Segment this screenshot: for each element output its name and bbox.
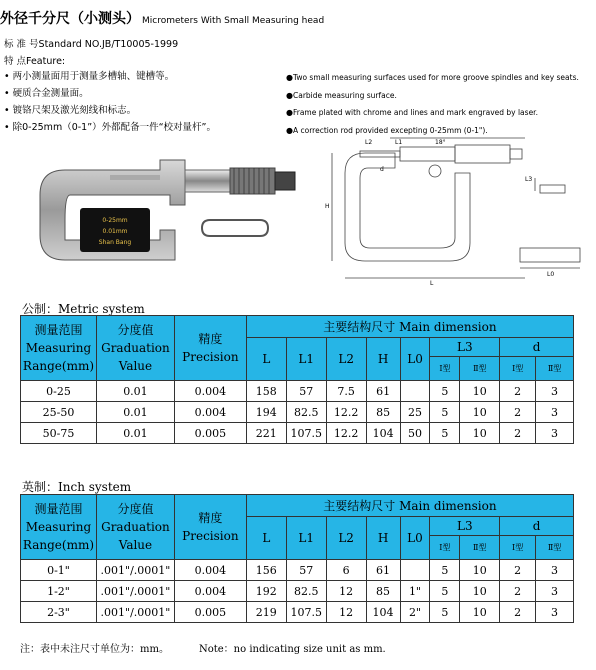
table-cell: 158 <box>246 381 286 402</box>
header-type-2: Ⅱ型 <box>460 357 500 381</box>
table-cell: 107.5 <box>286 602 326 623</box>
standard-label: 标 准 号Standard NO. <box>4 39 102 50</box>
footnote-cn: 注：表中未注尺寸单位为：mm。 <box>20 644 169 655</box>
table-cell: .001"/.0001" <box>96 560 174 581</box>
table-row <box>21 581 574 602</box>
table-cell: 82.5 <box>286 402 326 423</box>
plate-grad-text: 0.01mm <box>102 228 128 235</box>
table-cell: 7.5 <box>326 381 366 402</box>
table-cell <box>400 560 430 581</box>
header-l2: L2 <box>326 338 366 381</box>
header-main-dimension: 主要结构尺寸 Main dimension <box>246 495 573 517</box>
header-prec-cn: 精度 <box>198 332 223 346</box>
table-cell: 3 <box>536 581 574 602</box>
header-l1: L1 <box>286 517 326 560</box>
table-row <box>21 402 574 423</box>
header-type-1: Ⅰ型 <box>430 536 460 560</box>
feature-cn-text: 除0-25mm（0-1”）外都配备一件“校对量杆”。 <box>12 122 216 133</box>
header-l2: L2 <box>326 517 366 560</box>
feature-cn-item: • 除0-25mm（0-1”）外都配备一件“校对量杆”。 <box>4 122 216 133</box>
table-cell: 3 <box>536 402 574 423</box>
table-cell: 0.004 <box>174 381 246 402</box>
table-cell: 194 <box>246 402 286 423</box>
table-cell: 5 <box>430 581 460 602</box>
table-cell: 0-25 <box>21 381 97 402</box>
table-cell: 3 <box>536 423 574 444</box>
header-range-en1: Measuring <box>25 341 92 355</box>
table-row <box>21 423 574 444</box>
table-cell: 2 <box>500 560 536 581</box>
header-type-1: Ⅰ型 <box>500 357 536 381</box>
drawing-label-l2: L2 <box>365 139 373 146</box>
header-h: H <box>366 338 400 381</box>
drawing-label-d: d <box>380 166 384 173</box>
table-cell: 25 <box>400 402 430 423</box>
table-cell: 61 <box>366 560 400 581</box>
table-cell: 0.01 <box>96 423 174 444</box>
header-prec-en: Precision <box>182 350 239 364</box>
feature-en-text: Frame plated with chrome and lines and mark engraved by laser. <box>292 108 538 117</box>
header-d: d <box>500 517 574 536</box>
feature-en-item: ●A correction rod provided excepting 0-25mm (0-1"). <box>286 125 488 135</box>
inch-table <box>20 494 574 623</box>
header-grad-en1: Graduation <box>101 520 170 534</box>
header-range-en2: Range(mm) <box>22 359 95 373</box>
header-type-2: Ⅱ型 <box>536 357 574 381</box>
header-l: L <box>246 517 286 560</box>
metric-table <box>20 315 574 444</box>
table-cell: 5 <box>430 402 460 423</box>
table-cell: 85 <box>366 402 400 423</box>
table-cell: 3 <box>536 560 574 581</box>
feature-cn-text: 镀铬尺架及激光刻线和标志。 <box>12 105 137 116</box>
table-cell: 0.01 <box>96 402 174 423</box>
header-range-en1: Measuring <box>25 520 92 534</box>
table-cell: 0.005 <box>174 602 246 623</box>
table-cell: 50-75 <box>21 423 97 444</box>
drawing-label-l: L <box>430 280 434 287</box>
header-prec-cn: 精度 <box>198 511 223 525</box>
standard-value: JB/T10005-1999 <box>102 39 179 50</box>
table-cell: 219 <box>246 602 286 623</box>
metric-table-body <box>21 381 574 444</box>
table-cell: 82.5 <box>286 581 326 602</box>
header-range-en2: Range(mm) <box>22 538 95 552</box>
plate-brand-text: Shan Bang <box>98 239 132 246</box>
feature-en-item: ●Two small measuring surfaces used for more groove spindles and key seats. <box>286 73 579 82</box>
table-cell: 0-1" <box>21 560 97 581</box>
header-prec-en: Precision <box>182 529 239 543</box>
table-cell: 57 <box>286 381 326 402</box>
table-cell: 1" <box>400 581 430 602</box>
dimension-drawing <box>320 133 590 293</box>
header-range-cn: 测量范围 <box>34 502 83 516</box>
table-cell: 10 <box>460 381 500 402</box>
header-grad-cn: 分度值 <box>117 323 154 337</box>
header-main-dimension: 主要结构尺寸 Main dimension <box>246 316 573 338</box>
header-type-2: Ⅱ型 <box>460 536 500 560</box>
micrometer-photo <box>10 150 300 290</box>
table-cell: 221 <box>246 423 286 444</box>
table-cell: 10 <box>460 423 500 444</box>
header-range <box>21 495 97 560</box>
table-cell: 12 <box>326 602 366 623</box>
standard-line <box>4 36 178 50</box>
metric-section-title: 公制：Metric system <box>22 302 145 316</box>
title-cn: 外径千分尺（小测头） <box>0 11 140 27</box>
header-l3: L3 <box>430 338 500 357</box>
inch-section-title: 英制：Inch system <box>22 480 132 494</box>
header-graduation <box>96 495 174 560</box>
table-cell: 25-50 <box>21 402 97 423</box>
table-cell: 61 <box>366 381 400 402</box>
table-cell: 50 <box>400 423 430 444</box>
table-cell: 3 <box>536 381 574 402</box>
table-cell: 10 <box>460 602 500 623</box>
table-cell: 2" <box>400 602 430 623</box>
feature-list-en <box>286 69 579 139</box>
table-cell: 192 <box>246 581 286 602</box>
feature-cn-item: • 硬质合金测量面。 <box>4 88 89 99</box>
header-graduation <box>96 316 174 381</box>
table-cell: 0.005 <box>174 423 246 444</box>
table-cell: .001"/.0001" <box>96 602 174 623</box>
table-cell: 10 <box>460 402 500 423</box>
table-cell: 1-2" <box>21 581 97 602</box>
feature-label: 特 点Feature: <box>4 56 66 67</box>
table-cell: 104 <box>366 423 400 444</box>
feature-cn-text: 硬质合金测量面。 <box>12 88 89 99</box>
header-grad-en2: Value <box>118 538 153 552</box>
table-cell: 10 <box>460 560 500 581</box>
feature-cn-item: • 两小测量面用于测量多槽轴、键槽等。 <box>4 71 175 82</box>
table-cell: 2 <box>500 402 536 423</box>
table-cell: 2 <box>500 423 536 444</box>
drawing-label-l3: L3 <box>525 176 533 183</box>
feature-en-item: ●Frame plated with chrome and lines and mark engraved by laser. <box>286 108 538 117</box>
header-range <box>21 316 97 381</box>
inch-table-body <box>21 560 574 623</box>
header-l3: L3 <box>430 517 500 536</box>
table-cell: 104 <box>366 602 400 623</box>
table-cell: 0.004 <box>174 581 246 602</box>
header-grad-en1: Graduation <box>101 341 170 355</box>
header-precision <box>174 316 246 381</box>
title-en: Micrometers With Small Measuring head <box>142 16 325 26</box>
header-d: d <box>500 338 574 357</box>
table-cell: 2-3" <box>21 602 97 623</box>
table-cell: 3 <box>536 602 574 623</box>
table-cell: 5 <box>430 423 460 444</box>
header-l1: L1 <box>286 338 326 381</box>
table-cell: 2 <box>500 602 536 623</box>
feature-list-cn <box>4 68 216 136</box>
table-cell: 2 <box>500 581 536 602</box>
table-cell: 0.01 <box>96 381 174 402</box>
table-cell: 57 <box>286 560 326 581</box>
header-l0: L0 <box>400 338 430 381</box>
footnote-en: Note：no indicating size unit as mm. <box>198 644 386 655</box>
table-cell: 85 <box>366 581 400 602</box>
header-precision <box>174 495 246 560</box>
wrench-shape <box>202 220 268 236</box>
table-cell: 12 <box>326 581 366 602</box>
feature-cn-text: 两小测量面用于测量多槽轴、键槽等。 <box>12 71 175 82</box>
drawing-label-l0: L0 <box>547 271 555 278</box>
table-cell: 10 <box>460 581 500 602</box>
feature-cn-item: • 镀铬尺架及激光刻线和标志。 <box>4 105 137 116</box>
footnote <box>20 640 386 655</box>
header-h: H <box>366 517 400 560</box>
table-cell: 6 <box>326 560 366 581</box>
plate-range-text: 0-25mm <box>102 217 128 224</box>
header-type-2: Ⅱ型 <box>536 536 574 560</box>
table-cell: 5 <box>430 602 460 623</box>
table-cell: 0.004 <box>174 560 246 581</box>
feature-en-item: ●Carbide measuring surface. <box>286 90 397 100</box>
header-type-1: Ⅰ型 <box>430 357 460 381</box>
table-cell: 156 <box>246 560 286 581</box>
table-row <box>21 381 574 402</box>
table-row <box>21 602 574 623</box>
feature-en-text: A correction rod provided excepting 0-25mm (0-1"). <box>292 125 488 135</box>
drawing-label-angle: 18° <box>435 139 446 146</box>
drawing-label-h: H <box>325 203 330 210</box>
header-l0: L0 <box>400 517 430 560</box>
drawing-label-l1: L1 <box>395 139 403 146</box>
header-range-cn: 测量范围 <box>34 323 83 337</box>
table-cell: .001"/.0001" <box>96 581 174 602</box>
table-row <box>21 560 574 581</box>
table-cell: 5 <box>430 381 460 402</box>
header-type-1: Ⅰ型 <box>500 536 536 560</box>
table-cell: 107.5 <box>286 423 326 444</box>
table-cell: 5 <box>430 560 460 581</box>
header-l: L <box>246 338 286 381</box>
header-grad-en2: Value <box>118 359 153 373</box>
page-title <box>0 8 324 28</box>
table-cell: 12.2 <box>326 423 366 444</box>
table-cell: 12.2 <box>326 402 366 423</box>
header-grad-cn: 分度值 <box>117 502 154 516</box>
table-cell: 0.004 <box>174 402 246 423</box>
table-cell: 2 <box>500 381 536 402</box>
table-cell <box>400 381 430 402</box>
feature-en-text: Two small measuring surfaces used for more groove spindles and key seats. <box>292 73 579 82</box>
feature-en-text: Carbide measuring surface. <box>292 90 397 100</box>
